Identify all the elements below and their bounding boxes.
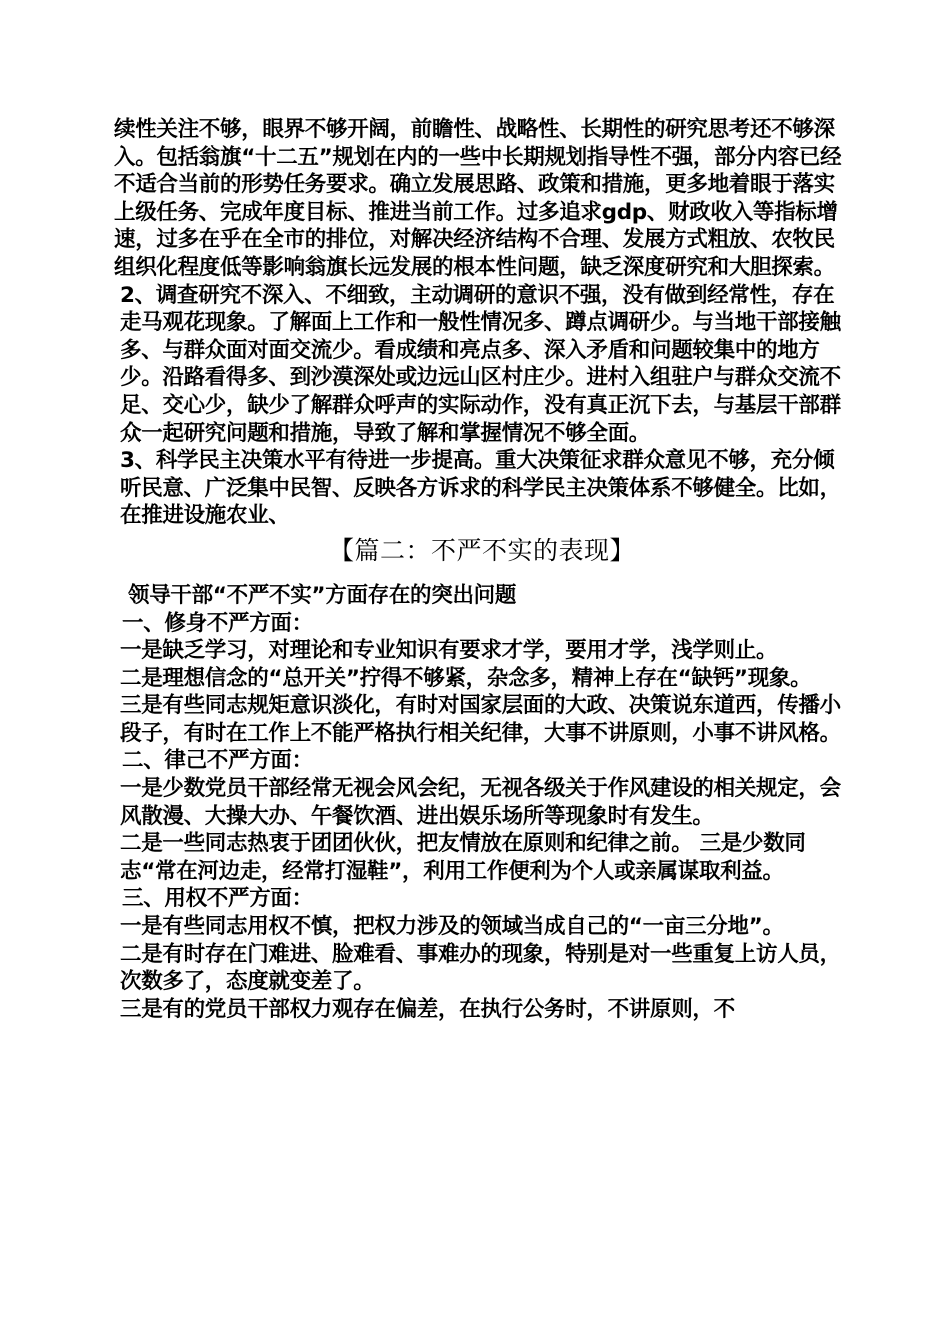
list-item: 二是有时存在门难进、脸难看、事难办的现象，特别是对一些重复上访人员，次数多了，态度就变差了。 — [120, 941, 841, 995]
list-item: 二是理想信念的“总开关”拧得不够紧，杂念多，精神上存在“缺钙”现象。 — [120, 665, 812, 691]
article-subtitle: 领导干部“不严不实”方面存在的突出问题 — [128, 582, 517, 608]
list-item: 一是有些同志用权不慎，把权力涉及的领域当成自己的“一亩三分地”。 — [120, 914, 784, 940]
group-heading-2: 二、律己不严方面： — [122, 748, 313, 774]
section-title: 【篇二：不严不实的表现】 — [328, 535, 635, 565]
paragraph-point-3: 3、科学民主决策水平有待进一步提高。重大决策征求群众意见不够，充分倾听民意、广泛集中民智、反映各方诉求的科学民主决策体系不够健全。比如，在推进设施农业、 — [120, 448, 841, 529]
list-item: 一是缺乏学习，对理论和专业知识有要求才学，要用才学，浅学则止。 — [120, 638, 778, 664]
list-item: 一是少数党员干部经常无视会风会纪，无视各级关于作风建设的相关规定，会风散漫、大操大办、午餐饮酒、进出娱乐场所等现象时有发生。 — [120, 776, 841, 829]
list-item: 三是有些同志规矩意识淡化，有时对国家层面的大政、决策说东道西，传播小段子，有时在工作上不能严格执行相关纪律，大事不讲原则，小事不讲风格。 — [120, 693, 841, 746]
group-heading-1: 一、修身不严方面： — [122, 610, 313, 636]
list-item: 二是一些同志热衷于团团伙伙，把友情放在原则和纪律之前。 三是少数同志“常在河边走，经常打湿鞋”，利用工作便利为个人或亲属谋取利益。 — [120, 831, 806, 884]
group-heading-3: 三、用权不严方面： — [122, 886, 313, 912]
list-item: 三是有的党员干部权力观存在偏差，在执行公务时，不讲原则，不 — [120, 996, 735, 1022]
document-page — [114, 116, 850, 1023]
paragraph-continuation: 续性关注不够，眼界不够开阔，前瞻性、战略性、长期性的研究思考还不够深入。包括翁旗“十二五”规划在内的一些中长期规划指导性不强，部分内容已经不适合当前的形势任务要求。确立发展思路、政策和措施，更多地着眼于落实上级任务、完成年度目标、推进当前工作。过多追求gdp、财政收入等指标增速，过多在乎在全市的排位，对解决经济结构不合理、发展方式粗放、农牧民组织化程度低等影响翁旗长远发展的根本性问题，缺乏深度研究和大胆探索。 — [114, 117, 842, 280]
paragraph-point-2: 2、调查研究不深入、不细致，主动调研的意识不强，没有做到经常性，存在走马观花现象。了解面上工作和一般性情况多、蹲点调研少。与当地干部接触多、与群众面对面交流少。看成绩和亮点多、深入矛盾和问题较集中的地方少。沿路看得多、到沙漠深处或边远山区村庄少。进村入组驻户与群众交流不足、交心少，缺少了解群众呼声的实际动作，没有真正沉下去，与基层干部群众一起研究问题和措施，导致了解和掌握情况不够全面。 — [120, 282, 841, 446]
